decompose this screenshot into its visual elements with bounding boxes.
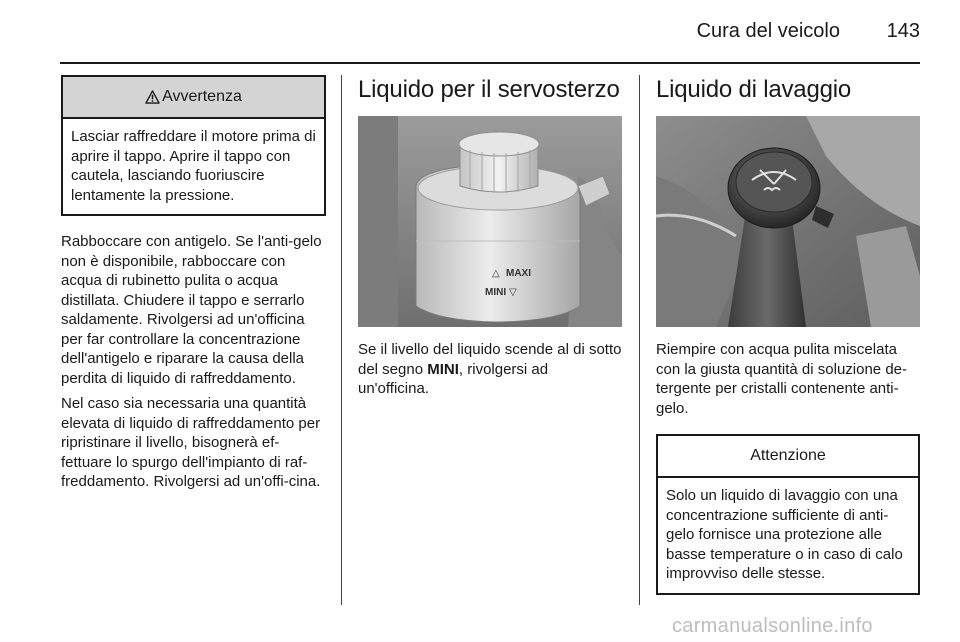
mini-label: MINI [485,287,507,298]
column-2 [358,75,622,399]
column-1 [61,75,326,492]
page-number: 143 [886,20,920,42]
warning-box-title: Avvertenza [162,88,242,105]
maxi-label: MAXI [506,268,531,279]
paragraph: Se il livello del liquido scende al di sotto del segno MINI, rivolgersi ad un'officina. [358,341,622,397]
power-steering-reservoir-photo [358,116,622,327]
notice-box-header [658,436,918,478]
paragraph: Rabboccare con antigelo. Se l'anti-gelo non è disponibile, rabboccare con acqua di rubinetto pulita o acqua distillata. Chiudere il tappo e serrarlo saldamente. Rivolgersi ad un'officina per far controllare la concentrazione dell'antigelo e riparare la causa della perdita di liquido di raffreddamento. [61,233,322,387]
notice-box-title: Attenzione [750,447,826,464]
page-header [60,18,920,64]
section-heading: Liquido per il servosterzo [358,76,620,103]
svg-text:△: △ [492,268,500,279]
watermark: carmanualsonline.info [672,615,873,637]
column-divider [341,75,342,605]
notice-box-text: Solo un liquido di lavaggio con una concentrazione sufficiente di anti-gelo fornisce una protezione alle basse temperature o in caso di calo improvviso delle stesse. [666,487,903,582]
section-title: Cura del veicolo [696,20,840,42]
warning-box [61,75,326,216]
warning-triangle-icon [145,90,160,104]
svg-text:▽: ▽ [509,287,517,298]
washer-fluid-cap-photo [656,116,920,327]
warning-box-header [63,77,324,119]
paragraph: Nel caso sia necessaria una quantità elevata di liquido di raffreddamento per ripristinare il livello, bisognerà ef-fettuare lo spurgo dell'impianto di raf-freddamento. Rivolgersi ad un'offi-cina. [61,395,321,490]
column-divider [639,75,640,605]
notice-box [656,434,920,595]
column-3 [656,75,920,595]
warning-box-text: Lasciar raffreddare il motore prima di aprire il tappo. Aprire il tappo con cautela, lasciando fuoriuscire lentamente la pressione. [71,128,316,204]
mini-mark: MINI [427,360,459,378]
paragraph: Riempire con acqua pulita miscelata con la giusta quantità di soluzione de-tergente per cristalli contenente anti-gelo. [656,341,908,417]
section-heading: Liquido di lavaggio [656,76,852,103]
